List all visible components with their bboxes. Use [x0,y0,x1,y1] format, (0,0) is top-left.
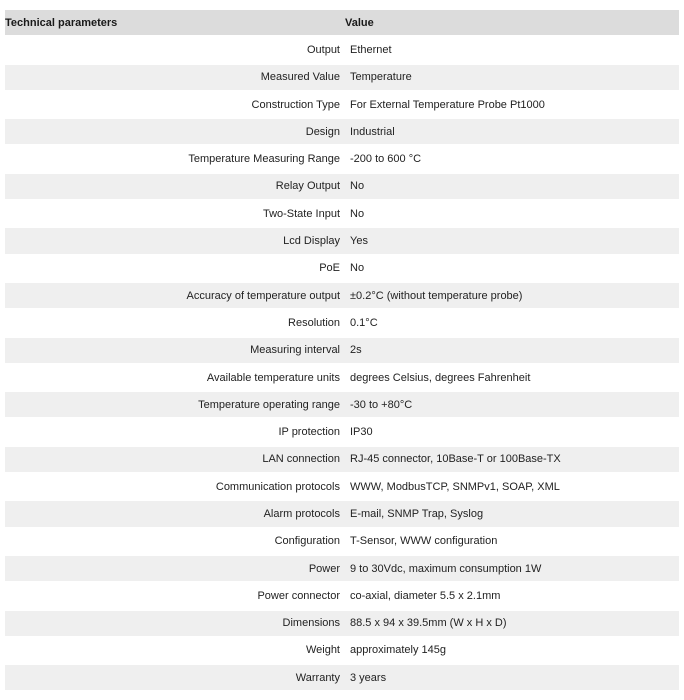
parameter-label: Communication protocols [5,474,345,499]
table-row [5,256,679,281]
parameter-label: Power connector [5,583,345,608]
parameter-value: 2s [345,338,679,363]
table-row [5,174,679,199]
table-row [5,37,679,62]
parameter-label: PoE [5,256,345,281]
table-row [5,556,679,581]
parameter-label: Resolution [5,310,345,335]
table-row [5,365,679,390]
table-row [5,665,679,690]
table-row [5,583,679,608]
parameter-value: RJ-45 connector, 10Base-T or 100Base-TX [345,447,679,472]
parameter-value: 9 to 30Vdc, maximum consumption 1W [345,556,679,581]
parameter-value: Temperature [345,65,679,90]
parameter-value: Industrial [345,119,679,144]
table-header-row [5,10,679,35]
parameter-value: WWW, ModbusTCP, SNMPv1, SOAP, XML [345,474,679,499]
parameter-label: Available temperature units [5,365,345,390]
table-row [5,228,679,253]
parameter-label: Measuring interval [5,338,345,363]
parameter-label: Alarm protocols [5,501,345,526]
parameter-value: T-Sensor, WWW configuration [345,529,679,554]
parameter-label: Dimensions [5,611,345,636]
parameter-label: Power [5,556,345,581]
table-row [5,310,679,335]
parameter-label: Two-State Input [5,201,345,226]
table-row [5,92,679,117]
parameter-value: No [345,201,679,226]
parameter-label: IP protection [5,419,345,444]
column-header-value: Value [345,10,679,35]
table-row [5,638,679,663]
parameter-value: co-axial, diameter 5.5 x 2.1mm [345,583,679,608]
table-row [5,283,679,308]
parameter-value: No [345,256,679,281]
table-row [5,338,679,363]
table-row [5,474,679,499]
parameter-value: No [345,174,679,199]
technical-parameters-table [5,8,679,692]
parameter-label: Warranty [5,665,345,690]
table-body [5,37,679,690]
table-row [5,447,679,472]
table-row [5,392,679,417]
parameter-label: Relay Output [5,174,345,199]
table-row [5,419,679,444]
parameter-label: Accuracy of temperature output [5,283,345,308]
parameter-label: Construction Type [5,92,345,117]
parameter-label: Temperature operating range [5,392,345,417]
parameter-value: E-mail, SNMP Trap, Syslog [345,501,679,526]
parameter-value: IP30 [345,419,679,444]
parameter-label: Configuration [5,529,345,554]
parameter-value: degrees Celsius, degrees Fahrenheit [345,365,679,390]
table-row [5,611,679,636]
parameter-value: -30 to +80°C [345,392,679,417]
parameter-label: LAN connection [5,447,345,472]
parameter-label: Output [5,37,345,62]
table-row [5,201,679,226]
parameter-value: -200 to 600 °C [345,146,679,171]
parameter-value: Yes [345,228,679,253]
parameter-value: 88.5 x 94 x 39.5mm (W x H x D) [345,611,679,636]
table-row [5,146,679,171]
column-header-parameters: Technical parameters [5,10,345,35]
parameter-label: Lcd Display [5,228,345,253]
parameter-value: For External Temperature Probe Pt1000 [345,92,679,117]
parameter-label: Temperature Measuring Range [5,146,345,171]
parameter-label: Design [5,119,345,144]
table-row [5,501,679,526]
parameter-value: 3 years [345,665,679,690]
table-row [5,529,679,554]
parameter-label: Weight [5,638,345,663]
table-row [5,65,679,90]
parameter-value: approximately 145g [345,638,679,663]
parameter-value: ±0.2°C (without temperature probe) [345,283,679,308]
parameter-value: 0.1°C [345,310,679,335]
parameter-label: Measured Value [5,65,345,90]
parameter-value: Ethernet [345,37,679,62]
table-row [5,119,679,144]
